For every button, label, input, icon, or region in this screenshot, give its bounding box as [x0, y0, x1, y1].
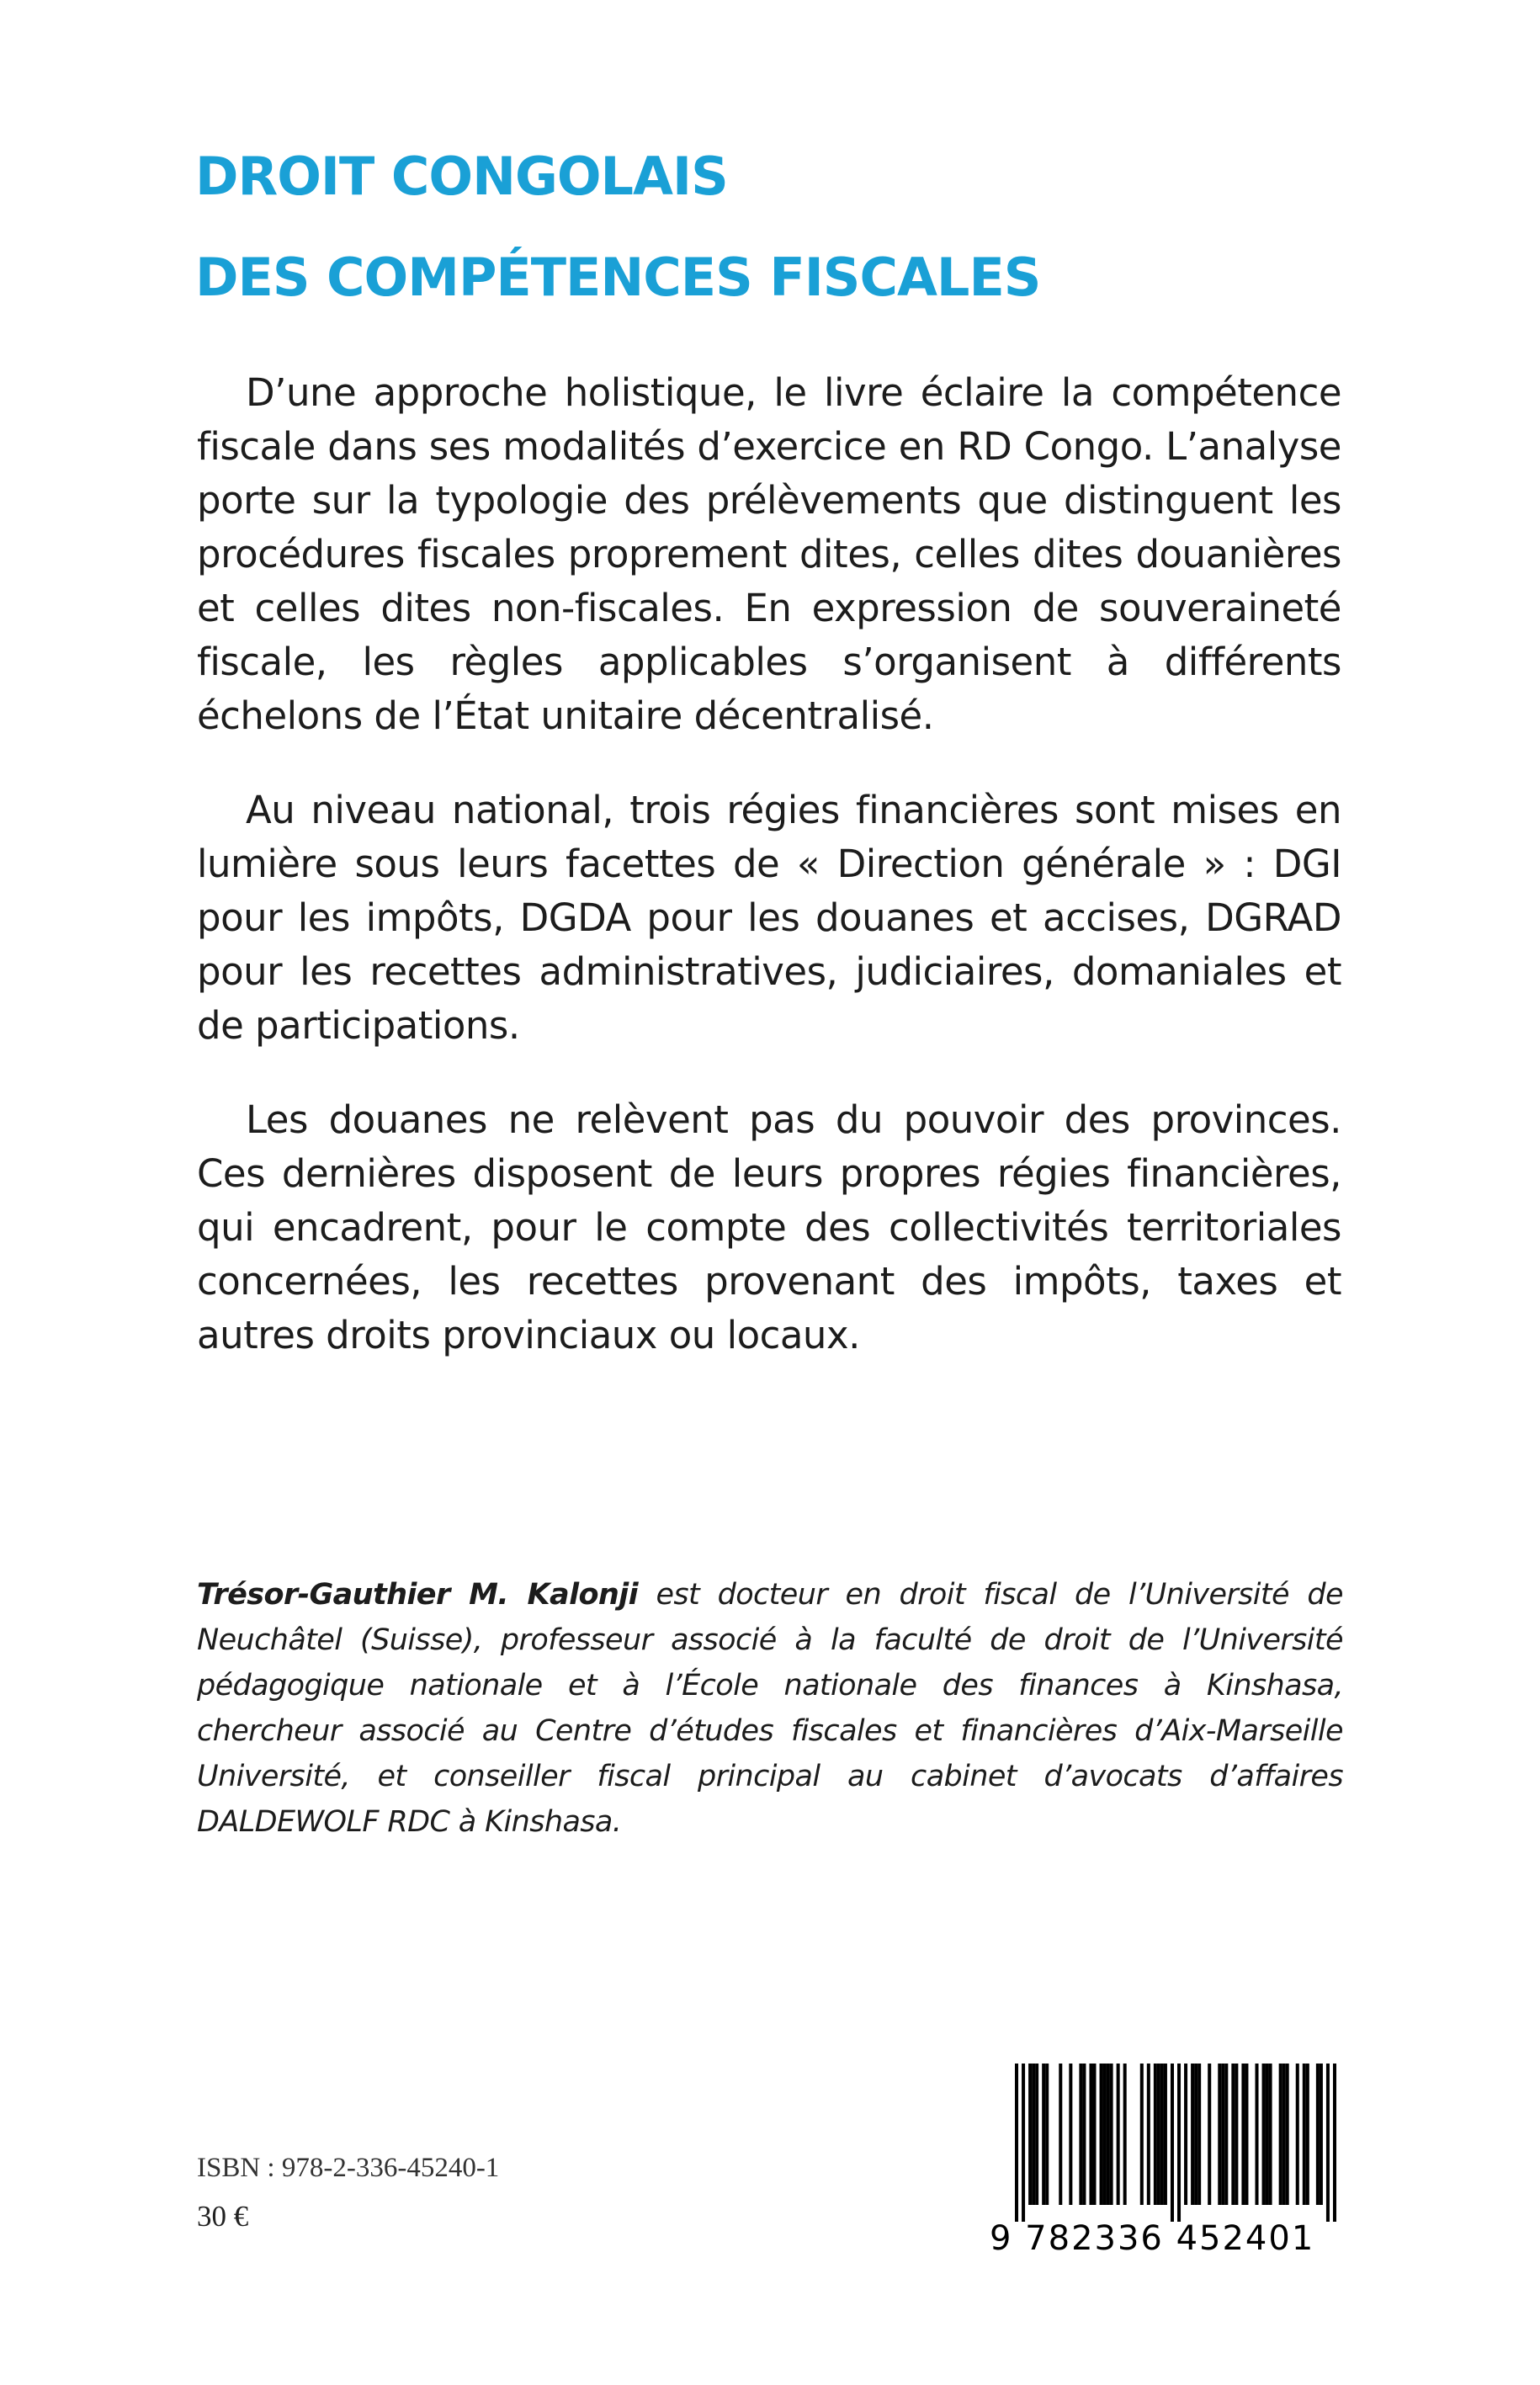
- author-name: Trésor-Gauthier M. Kalonji: [197, 1578, 639, 1612]
- barcode-bar: [1123, 2064, 1127, 2205]
- barcode-bar: [1177, 2064, 1181, 2222]
- barcode-bar: [1184, 2064, 1187, 2205]
- barcode-bar: [1110, 2064, 1113, 2205]
- barcode-bar: [1045, 2064, 1049, 2205]
- book-title-line-2: DES COMPÉTENCES FISCALES: [195, 247, 1041, 308]
- barcode-bar: [1296, 2064, 1299, 2205]
- barcode-bar: [1316, 2064, 1320, 2205]
- barcode-bar: [1320, 2064, 1323, 2205]
- barcode-bar: [1231, 2064, 1235, 2205]
- barcode-bar: [1117, 2064, 1120, 2205]
- author-biography-text: est docteur en droit fiscal de l’Université de Neuchâtel (Suisse), professeur associé à la faculté de droit de l’Université pédagogique nationale et à l’École nationale des finances à Kinshasa, chercheur associé au Centre d’études fiscales et financières d’Aix-Marseille Université, et conseiller fiscal principal au cabinet d’avocats d’affaires DALDEWOLF RDC à Kinshasa.: [197, 1578, 1343, 1839]
- isbn-label: ISBN : 978-2-336-45240-1: [197, 2153, 500, 2183]
- summary-paragraph-3: Les douanes ne relèvent pas du pouvoir des provinces. Ces dernières disposent de leurs propres régies financières, qui encadrent, pour le compte des collectivités territoriales concernées, les recettes provenant des impôts, taxes et autres droits provinciaux ou locaux.: [197, 1097, 1341, 1357]
- barcode-bar: [1218, 2064, 1221, 2205]
- barcode-bar: [1089, 2064, 1092, 2205]
- barcode-bar: [1286, 2064, 1289, 2205]
- barcode-bar: [1194, 2064, 1197, 2205]
- barcode-bar: [1079, 2064, 1082, 2205]
- barcode-bar: [1245, 2064, 1248, 2205]
- book-summary: [197, 366, 1341, 1403]
- barcode-bar: [1235, 2064, 1238, 2205]
- barcode-bar: [1241, 2064, 1245, 2205]
- barcode-bar: [1171, 2064, 1174, 2222]
- barcode-bar: [1107, 2064, 1110, 2205]
- book-title-line-1: DROIT CONGOLAIS: [195, 146, 728, 207]
- barcode-bar: [1032, 2064, 1035, 2205]
- barcode-bar: [1082, 2064, 1086, 2205]
- barcode-bar: [1103, 2064, 1107, 2205]
- barcode-bar: [1028, 2064, 1032, 2205]
- barcode-digits: 9 782336 452401: [990, 2219, 1315, 2258]
- barcode-bar: [1221, 2064, 1224, 2205]
- barcode-bar: [1100, 2064, 1103, 2205]
- barcode-bar: [1157, 2064, 1160, 2205]
- barcode-bar: [1197, 2064, 1201, 2205]
- isbn-barcode: [990, 2064, 1340, 2260]
- summary-paragraph-1: D’une approche holistique, le livre éclaire la compétence fiscale dans ses modalités d’exercice en RD Congo. L’analyse porte sur la typologie des prélèvements que distinguent les procédures fiscales proprement dites, celles dites douanières et celles dites non-fiscales. En expression de souveraineté fiscale, les règles applicables s’organisent à différents échelons de l’État unitaire décentralisé.: [197, 370, 1341, 738]
- barcode-bar: [1092, 2064, 1096, 2205]
- barcode-bar: [1224, 2064, 1228, 2205]
- barcode-bar: [1140, 2064, 1144, 2205]
- barcode-bar: [1015, 2064, 1018, 2222]
- barcode-bar: [1279, 2064, 1282, 2205]
- barcode-bar: [1255, 2064, 1258, 2205]
- barcode-bar: [1035, 2064, 1038, 2205]
- barcode-bar: [1154, 2064, 1157, 2205]
- barcode-bar: [1164, 2064, 1167, 2205]
- barcode-bars: [1015, 2064, 1336, 2222]
- barcode-bar: [1208, 2064, 1211, 2205]
- barcode-bar: [1042, 2064, 1045, 2205]
- book-title: [195, 126, 1373, 328]
- barcode-bar: [1306, 2064, 1309, 2205]
- barcode-bar: [1147, 2064, 1150, 2205]
- barcode-bar: [1059, 2064, 1062, 2205]
- price-label: 30 €: [197, 2200, 249, 2233]
- barcode-bar: [1191, 2064, 1194, 2205]
- author-biography: [197, 1572, 1343, 1845]
- summary-paragraph-2: Au niveau national, trois régies financières sont mises en lumière sous leurs facettes de « Direction générale » : DGI pour les impôts, DGDA pour les douanes et accises, DGRAD pour les recettes administratives, judiciaires, domaniales et de participations.: [197, 788, 1341, 1048]
- barcode-bar: [1282, 2064, 1286, 2205]
- barcode-bar: [1303, 2064, 1306, 2205]
- barcode-bar: [1262, 2064, 1266, 2205]
- barcode-bar: [1069, 2064, 1072, 2205]
- barcode-bar: [1160, 2064, 1164, 2205]
- barcode-bar: [1269, 2064, 1272, 2205]
- barcode-bar: [1333, 2064, 1336, 2222]
- barcode-bar: [1266, 2064, 1269, 2205]
- barcode-bar: [1022, 2064, 1025, 2222]
- barcode-bar: [1326, 2064, 1330, 2222]
